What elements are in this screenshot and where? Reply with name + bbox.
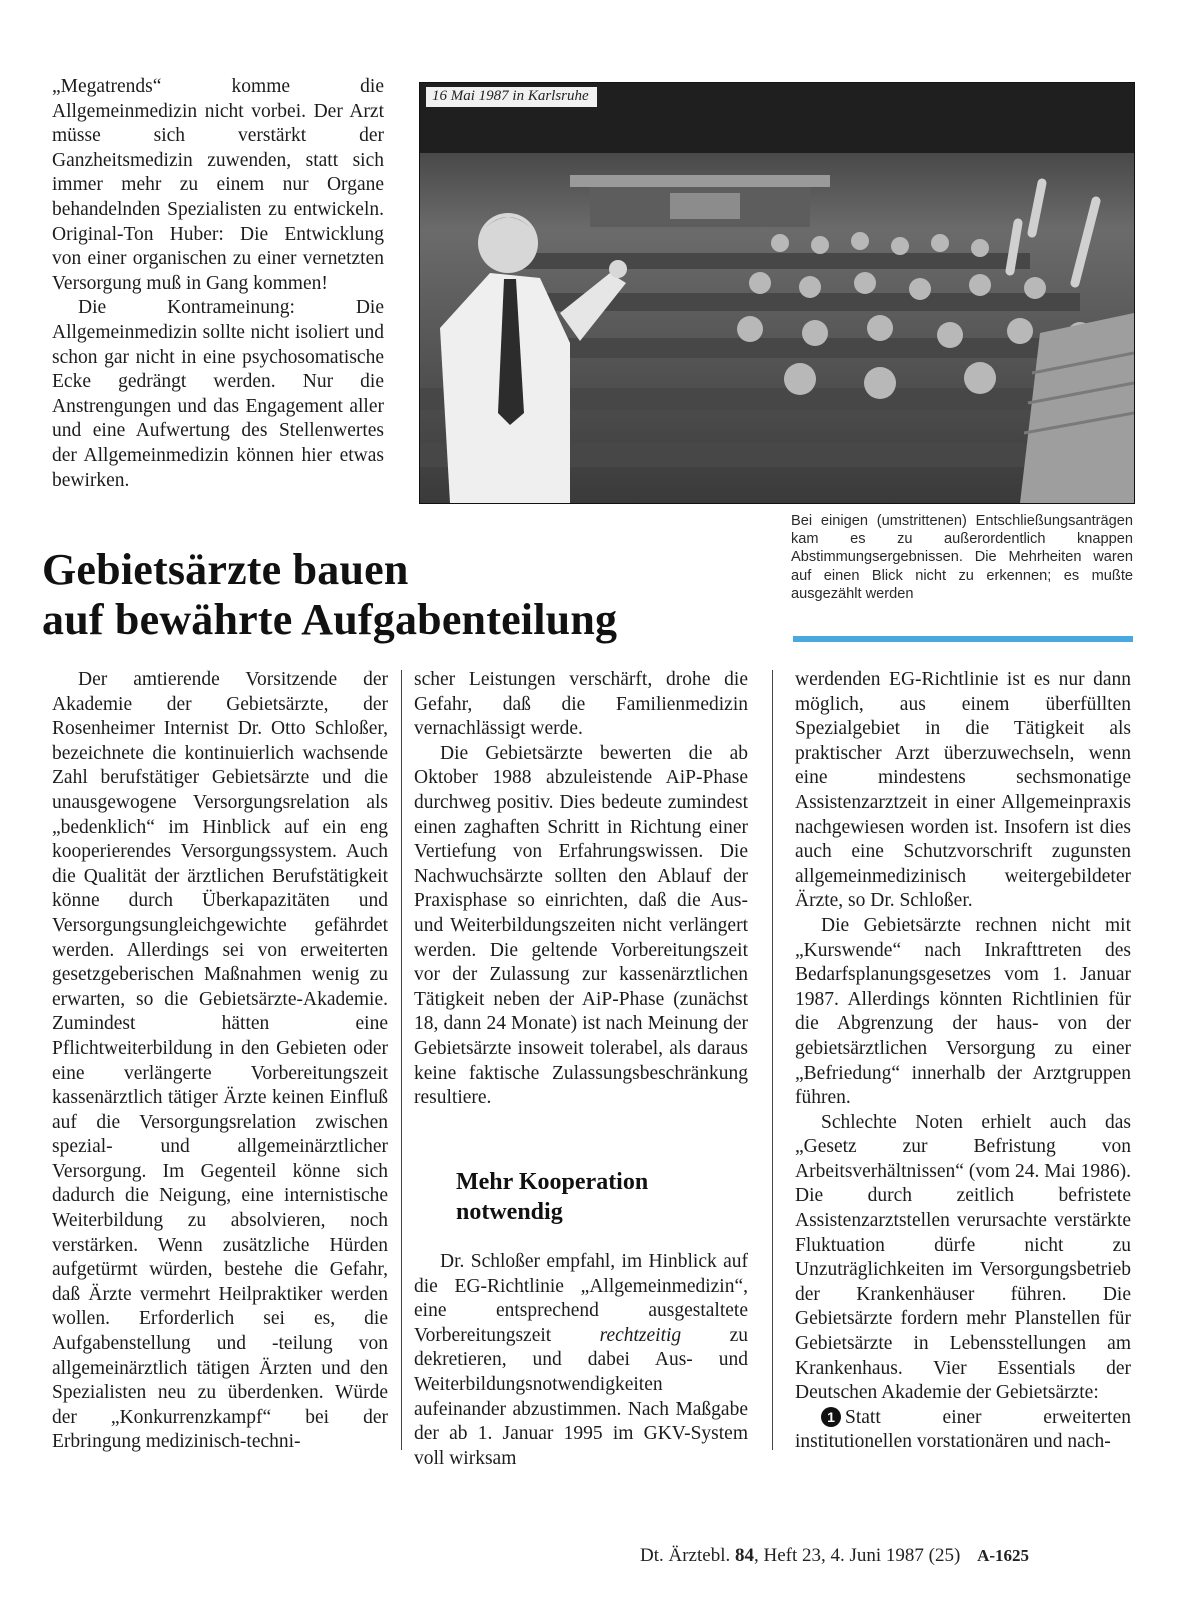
col1-paragraph-1: Der amtierende Vorsitzende der Akademie der Gebietsärzte, der Rosenheimer Internist Dr. Otto Schloßer, bezeichnete die kontinuierlich wachsende Zahl berufstätiger Gebietsärzte und die unausgewogene Versorgungsrelation als „bedenklich“ im Hinblick auf ein eng kooperierendes Versorgungssystem. Auch die Qualität der ärztlichen Berufstätigkeit könne durch Überkapazitäten und Versorgungsungleichgewichte gefährdet werden. Allerdings sei von erweiterten gesetzgeberischen Maßnahmen wenig zu erwarten, so die Gebietsärzte-Akademie. Zumindest hätten eine Pflichtweiterbildung in den Gebieten oder eine verlängerte Vorbereitungszeit kassenärztlich tätiger Ärzte keinen Einfluß auf die Versorgungsrelation zwischen spezial- und allgemeinärztlicher Versorgung. Im Gegenteil könne sich dadurch die Neigung, eine internistische Weiterbildung zu absolvieren, noch verstärken. Wenn zusätzliche Hürden aufgetürmt würden, bestehe die Gefahr, daß Ärzte vermehrt Heilpraktiker werden wollen. Erforderlich sei es, die Aufgabenstellung und -teilung von allgemeinärztlich tätigen Ärzten und den Spezialisten neu zu überdenken. Würde der „Konkurrenzkampf“ bei der Erbringung medizinisch-techni- bbox=[52, 669, 388, 1453]
col3-paragraph-2: Die Gebietsärzte rechnen nicht mit „Kurswende“ nach Inkrafttreten des Bedarfsplanungsgesetzes vom 1. Januar 1987. Allerdings könnten Richtlinien für die Abgrenzung der haus- von der gebietsärztlichen Versorgung zu einer „Befriedung“ innerhalb der Arztgruppen führen. bbox=[795, 914, 1131, 1109]
col2-paragraph-2: Die Gebietsärzte bewerten die ab Oktober 1988 abzuleistende AiP-Phase durchweg positiv. Dies bedeute zumindest einen zaghaften Schritt in Richtung einer Vertiefung von Erfahrungswissen. Die Nachwuchsärzte sollten den Ablauf der Praxisphase so einrichten, daß die Aus- und Weiterbildungszeiten nicht verlängert werden. Die geltende Vorbereitungszeit vor der Zulassung zur kassenärztlichen Tätigkeit neben der AiP-Phase (zunächst 18, dann 24 Monate) ist nach Meinung der Gebietsärzte insoweit tolerabel, als daraus keine faktische Zulassungsbeschränkung resultiere. bbox=[414, 742, 748, 1109]
conference-hall-image bbox=[420, 83, 1134, 503]
footer-volume: 84 bbox=[734, 1545, 754, 1566]
subheading bbox=[456, 1167, 746, 1227]
col3-paragraph-3: Schlechte Noten erhielt auch das „Gesetz zur Befristung von Arbeitsverhältnissen“ (vom 24. Mai 1986). Die durch zeitlich befristete Assistenzarztstellen verursachte verstärkte Fluktuation dürfe nicht zu Unzuträglichkeiten im Versorgungsbetrieb der Krankenhäuser führen. Die Gebietsärzte fordern mehr Planstellen für Gebietsärzte in Lebensstellungen am Krankenhaus. Vier Essentials der Deutschen Akademie der Gebietsärzte: bbox=[795, 1111, 1131, 1404]
footer-issue-date: , Heft 23, 4. Juni 1987 (25) bbox=[753, 1545, 961, 1566]
intro-paragraph-1: „Megatrends“ komme die Allgemeinmedizin nicht vorbei. Der Arzt müsse sich verstärkt der Ganzheitsmedizin zuwenden, statt sich immer mehr zu einem nur Organe behandelnden Spezialisten zu entwickeln. Original-Ton Huber: Die Entwicklung von einer organischen zu einer vernetzten Versorgung muß in Gang kommen! bbox=[52, 76, 384, 294]
footer-page-number: A-1625 bbox=[977, 1546, 1030, 1565]
article-column-2-continued bbox=[414, 1250, 748, 1471]
footer-journal: Dt. Ärztebl. bbox=[640, 1545, 731, 1566]
article-column-3 bbox=[795, 668, 1131, 1455]
article-column-1 bbox=[52, 668, 388, 1455]
photo-banner-text: 16 Mai 1987 in Karlsruhe bbox=[426, 87, 597, 107]
col3-paragraph-1: werdenden EG-Richtlinie ist es nur dann möglich, aus einem überfüllten Spezialgebiet in die Tätigkeit als praktischer Arzt überzuwechseln, wenn eine mindestens sechsmonatige Assistenzarztzeit in einer Allgemeinpraxis nachgewiesen worden ist. Insofern ist dies auch eine Schutzvorschrift zugunsten allgemeinmedizinisch weitergebildeter Ärzte, so Dr. Schloßer. bbox=[795, 669, 1131, 912]
col2-paragraph-3-start: Dr. Schloßer empfahl, im Hinblick auf die EG-Richtlinie „Allgemeinmedizin“, eine entsprechend ausgestaltete Vorbereitungszeit bbox=[414, 1251, 748, 1346]
headline-line-1: Gebietsärzte bauen bbox=[42, 545, 409, 594]
number-one-badge-icon: 1 bbox=[821, 1407, 841, 1427]
article-headline bbox=[42, 545, 772, 645]
column-divider-1 bbox=[401, 670, 402, 1450]
col2-paragraph-1: scher Leistungen verschärft, drohe die Gefahr, daß die Familienmedizin vernachlässigt werde. bbox=[414, 669, 748, 740]
intro-column bbox=[52, 75, 384, 493]
column-divider-2 bbox=[772, 670, 773, 1450]
conference-photo bbox=[419, 82, 1135, 504]
col2-paragraph-3-end: zu dekretieren, und dabei Aus- und Weiterbildungsnotwendigkeiten aufeinander abzustimmen. Nach Maßgabe der ab 1. Januar 1995 im GKV-System voll wirksam bbox=[414, 1324, 748, 1469]
col2-paragraph-3-emphasis: rechtzeitig bbox=[599, 1324, 682, 1346]
subheading-line-1: Mehr Kooperation bbox=[456, 1169, 649, 1195]
accent-rule bbox=[793, 636, 1133, 642]
col3-list-item-1-text: Statt einer erweiterten institutionellen vorstationären und nach- bbox=[795, 1406, 1131, 1453]
col3-list-item-1 bbox=[795, 1406, 1131, 1455]
article-column-2 bbox=[414, 668, 748, 1111]
headline-line-2: auf bewährte Aufgabenteilung bbox=[42, 595, 618, 644]
intro-paragraph-2: Die Kontrameinung: Die Allgemeinmedizin sollte nicht isoliert und schon gar nicht in eine psychosomatische Ecke gedrängt werden. Nur die Anstrengungen und das Engagement aller und eine Aufwertung des Stellenwertes der Allgemeinmedizin können hier etwas bewirken. bbox=[52, 297, 384, 491]
subheading-line-2: notwendig bbox=[456, 1199, 563, 1225]
col2-paragraph-3 bbox=[414, 1250, 748, 1471]
photo-caption: Bei einigen (umstrittenen) Entschließungsanträgen kam es zu außerordentlich knappen Abstimmungsergebnissen. Die Mehrheiten waren auf einen Blick nicht zu erkennen; es mußte ausgezählt werden bbox=[791, 513, 1133, 602]
page-footer bbox=[640, 1545, 1140, 1567]
